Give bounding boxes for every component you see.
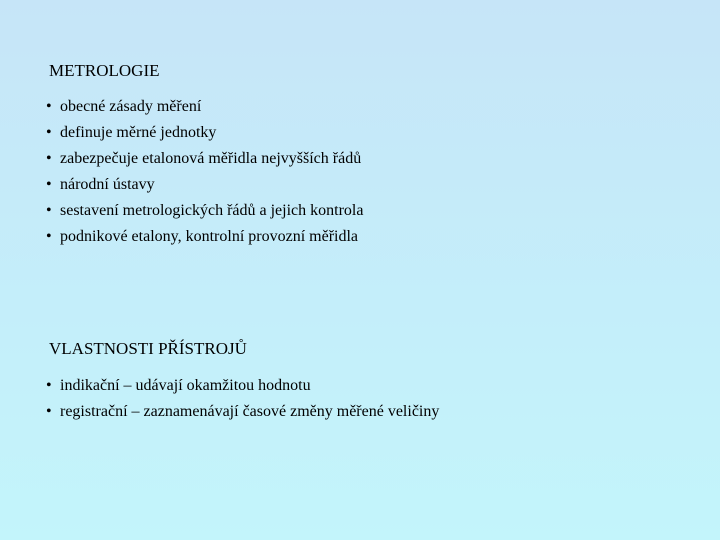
list-item-text: obecné zásady měření	[60, 98, 202, 115]
list-item-text: zabezpečuje etalonová měřidla nejvyšších řádů	[60, 150, 362, 167]
list-item	[46, 120, 363, 146]
bullet-icon: •	[46, 377, 52, 394]
bullet-icon: •	[46, 124, 52, 141]
bullet-icon: •	[46, 150, 52, 167]
bullet-icon: •	[46, 98, 52, 115]
list-item	[46, 94, 363, 120]
bullet-list-metrologie	[46, 94, 363, 250]
list-item	[46, 224, 363, 250]
list-item	[46, 146, 363, 172]
bullet-icon: •	[46, 202, 52, 219]
list-item-text: definuje měrné jednotky	[60, 124, 217, 141]
list-item-text: indikační – udávají okamžitou hodnotu	[60, 377, 311, 394]
bullet-icon: •	[46, 403, 52, 420]
list-item	[46, 399, 439, 425]
list-item	[46, 198, 363, 224]
list-item-text: podnikové etalony, kontrolní provozní měřidla	[60, 228, 359, 245]
bullet-icon: •	[46, 176, 52, 193]
list-item	[46, 373, 439, 399]
section-title-metrologie: METROLOGIE	[49, 61, 160, 80]
bullet-icon: •	[46, 228, 52, 245]
bullet-list-vlastnosti	[46, 373, 439, 425]
list-item-text: sestavení metrologických řádů a jejich kontrola	[60, 202, 364, 219]
section-title-vlastnosti-pristroju: VLASTNOSTI PŘÍSTROJŮ	[49, 339, 247, 358]
list-item-text: registrační – zaznamenávají časové změny měřené veličiny	[60, 403, 440, 420]
list-item	[46, 172, 363, 198]
list-item-text: národní ústavy	[60, 176, 155, 193]
